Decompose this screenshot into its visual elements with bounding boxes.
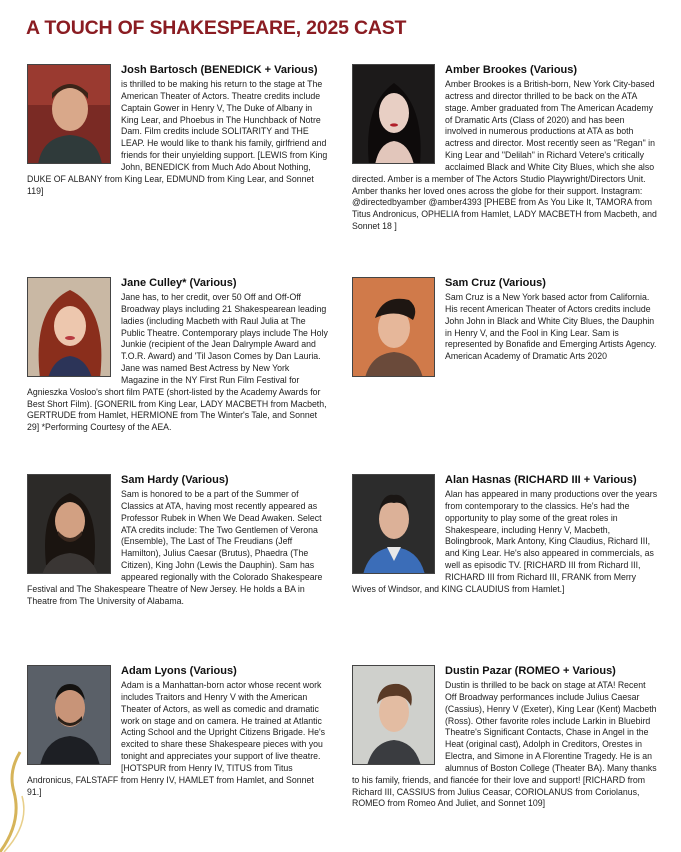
cast-name: Alan Hasnas (RICHARD III + Various)	[445, 474, 637, 486]
cast-bio-text: Adam is a Manhattan-born actor whose recent work includes Traitors and Henry V with the American Theater of Actors, as well as comedic and dramatic work on stage and on camera. He trained at Atlantic Acting School and the Upright Citizens Brigade. He's excited to share these Shakespeare pieces with you tonight and appreciates your support of live theatre. [HOTSPUR from Henry IV, TITUS from Titus Andronicus, FALSTAFF from Henry IV, HAMLET from Hamlet, and Sonnet 91.]	[27, 680, 326, 797]
cast-bio-text: Alan has appeared in many productions over the years from contemporary to the classics. He's had the opportunity to play some of the great roles in Shakespeare, including Henry V, Macbeth, Bolingbrook, Mark Antony, King Claudius, Richard III, and King Lear. He's also appeared in commercials, as well as episodic TV. [RICHARD III from Richard III, RICHARD III from Richard III, FRANK from Merry Wives of Windsor, and KING CLAUDIUS from Hamlet.]	[352, 489, 658, 594]
cast-bio-text: Jane has, to her credit, over 50 Off and Off-Off Broadway plays including 21 Shakespearean leading ladies (including Macbeth with Raul Julia at The Public Theatre. Contemporary plays include The Holy Junkie (recipient of the Jean Dalrymple Award and T.O.R. Award) and 'Til Jason Comes by Dan Lauria. Jane was named Best Actress by New York Magazine in the NY First Run Film Festival for Agnieszka Vosloo's short film PATE (short-listed by the Academy Awards for Best Short Film). [GONERIL from King Lear, LADY MACBETH from Macbeth, GERTRUDE from Hamlet, HERMIONE from The Winter's Tale, and Sonnet 29] *Performing Courtesy of the AEA.	[27, 292, 328, 433]
cast-name: Sam Cruz (Various)	[445, 277, 546, 289]
cast-bio-text: Amber Brookes is a British-born, New York City-based actress and director thrilled to be back on the ATA stage. Amber graduated from The American Academy of Dramatic Arts (Class of 2020) and has been involved in numerous productions at ATA as both actress and director. Most recently seen as "Regan" in King Lear and "Delilah" in Richard Vetere's critically acclaimed Black and White City Blues, which she also directed. Amber is a member of The Actors Studio Playwright/Directors Unit. Amber thanks her loved ones across the globe for their support. Instagram: @directedbyamber @amber4393 [PHEBE from As You Like It, TAMORA from Titus Andronicus, OPHELIA from Hamlet, LADY MACBETH from Macbeth, and Sonnet 18 ]	[352, 79, 657, 231]
cast-bio-text: Sam is honored to be a part of the Summer of Classics at ATA, having most recently appeared as Professor Rubek in When We Dead Awaken. Select ATA credits include: The Two Gentlemen of Verona (Ensemble), The Last of The Freudians (Jeff Hamilton), Julius Caesar (Brutus), Phaedra (The Citizen), King John (Lewis the Dauphin). Sam has appeared regionally with the Colorado Shakespeare Festival and The Shakespeare Theatre of New Jersey. He holds a BA in Theatre from The University of Alabama.	[27, 489, 323, 606]
headshot-alan-hasnas	[352, 474, 435, 574]
cast-bio-jane-culley	[27, 277, 329, 434]
cast-bio-adam-lyons	[27, 665, 329, 798]
cast-bio-text: Sam Cruz is a New York based actor from California. His recent American Theater of Actors credits include John John in Black and White City Blues, the Dauphin in Henry V, and the Fool in King Lear. Sam is represented by Bonafide and Emerging Artists Agency. American Academy of Dramatic Arts 2020	[445, 292, 657, 362]
page-title: A TOUCH OF SHAKESPEARE, 2025 CAST	[26, 17, 407, 39]
cast-bio-josh-bartosch	[27, 64, 329, 197]
decorative-swirl-icon	[0, 712, 38, 852]
cast-bio-dustin-pazar	[352, 665, 658, 810]
cast-bio-sam-hardy	[27, 474, 329, 607]
headshot-adam-lyons	[27, 665, 111, 765]
cast-name: Jane Culley* (Various)	[121, 277, 237, 289]
headshot-jane-culley	[27, 277, 111, 377]
cast-name: Dustin Pazar (ROMEO + Various)	[445, 665, 616, 677]
headshot-josh-bartosch	[27, 64, 111, 164]
cast-name: Adam Lyons (Various)	[121, 665, 237, 677]
cast-bio-text: Dustin is thrilled to be back on stage at ATA! Recent Off Broadway performances include Julius Caesar (Cassius), Henry V (Exeter), King Lear (Kent) Macbeth (Ross). Other favorite roles include Larkin in Bluebird Theatre's Significant Contacts, Chase in Angel in the Heat (original cast), Adolph in Creditors, Orestes in Electra, and Simone in A Florentine Tragedy. He is an alumnus of Boston College (Theater BA). Many thanks to his family, friends, and fiancée for their love and support! [RICHARD from Richard III, CASSIUS from Julius Ceasar, CORIOLANUS from Coriolanus, ROMEO from Romeo And Juliet, and Sonnet 109]	[352, 680, 657, 809]
headshot-sam-hardy	[27, 474, 111, 574]
cast-bio-sam-cruz	[352, 277, 658, 380]
cast-name: Amber Brookes (Various)	[445, 64, 578, 76]
headshot-amber-brookes	[352, 64, 435, 164]
cast-name: Josh Bartosch (BENEDICK + Various)	[121, 64, 318, 76]
headshot-dustin-pazar	[352, 665, 435, 765]
cast-bio-amber-brookes	[352, 64, 658, 233]
cast-bio-alan-hasnas	[352, 474, 658, 596]
cast-name: Sam Hardy (Various)	[121, 474, 229, 486]
cast-bio-text: is thrilled to be making his return to the stage at The American Theater of Actors. Theatre credits include Captain Gower in Henry V, The Duke of Albany in King Lear, and Phoebus in The Hunchback of Notre Dam. Film credits include SOLITARITY and THE LEAP. He would like to thank his family, girlfriend and friends for their unyielding support. [LEWIS from King John, BENEDICK from Much Ado About Nothing, DUKE OF ALBANY from King Lear, EDMUND from King Lear, and Sonnet 119]	[27, 79, 328, 196]
headshot-sam-cruz	[352, 277, 435, 377]
